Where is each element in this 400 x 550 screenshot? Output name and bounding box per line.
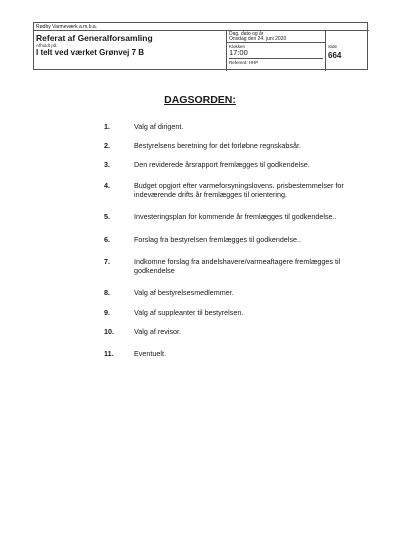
agenda-item-number: 1.	[104, 122, 110, 131]
organization-name: Rødby Varmeværk a.m.b.a.	[34, 23, 369, 31]
time-value: 17:00	[229, 48, 248, 57]
referent: Referent: HHP	[229, 58, 323, 65]
page-label: Side	[328, 44, 338, 49]
held-at-label: Afholdt på:	[36, 43, 58, 48]
agenda-item-number: 4.	[104, 181, 110, 190]
document-header	[33, 22, 368, 70]
date-label: Dag, dato og år	[229, 31, 264, 37]
agenda-item-text: Forslag fra bestyrelsen fremlægges til godkendelse..	[134, 235, 301, 244]
agenda-item-text: Bestyrelsens beretning for det forløbne regnskabsår.	[134, 141, 301, 150]
agenda-item-number: 2.	[104, 141, 110, 150]
time-label: Klokken	[229, 44, 246, 49]
document-title: Referat af Generalforsamling	[36, 33, 153, 43]
meeting-location: I telt ved værket Grønvej 7 B	[36, 48, 145, 57]
agenda-item-number: 7.	[104, 257, 110, 266]
agenda-item-number: 5.	[104, 212, 110, 221]
agenda-item-text: Indkomne forslag fra andelshavere/varmeaftagere fremlægges til godkendelse	[134, 257, 341, 275]
agenda-item-text: Den reviderede årsrapport fremlægges til godkendelse.	[134, 160, 310, 169]
agenda-item-text: Eventuelt.	[134, 349, 166, 358]
agenda-item-text: Valg af suppleanter til bestyrelsen.	[134, 308, 244, 317]
date-value: Onsdag den 24. juni 2020	[229, 36, 287, 42]
agenda-item-number: 3.	[104, 160, 110, 169]
agenda-title: DAGSORDEN:	[164, 94, 236, 106]
time-cell	[227, 43, 325, 71]
agenda-item-text: Valg af dirigent.	[134, 122, 184, 131]
agenda-item-number: 10.	[104, 327, 114, 336]
agenda-item-text: Investeringsplan for kommende år fremlægges til godkendelse..	[134, 212, 337, 221]
agenda-item-text: Budget opgjort efter varmeforsyningslovens. prisbestemmelser for indeværende drifts år fremlægges til orientering.	[134, 181, 344, 199]
title-cell	[34, 31, 227, 71]
date-cell	[227, 31, 325, 43]
agenda-item-number: 6.	[104, 235, 110, 244]
agenda-item-number: 9.	[104, 308, 110, 317]
agenda-item-text: Valg af bestyrelsesmedlemmer.	[134, 288, 234, 297]
agenda-item-text: Valg af revisor.	[134, 327, 182, 336]
page-cell	[325, 31, 369, 71]
agenda-item-number: 8.	[104, 288, 110, 297]
page-number: 664	[328, 51, 342, 60]
agenda-item-number: 11.	[104, 349, 114, 358]
